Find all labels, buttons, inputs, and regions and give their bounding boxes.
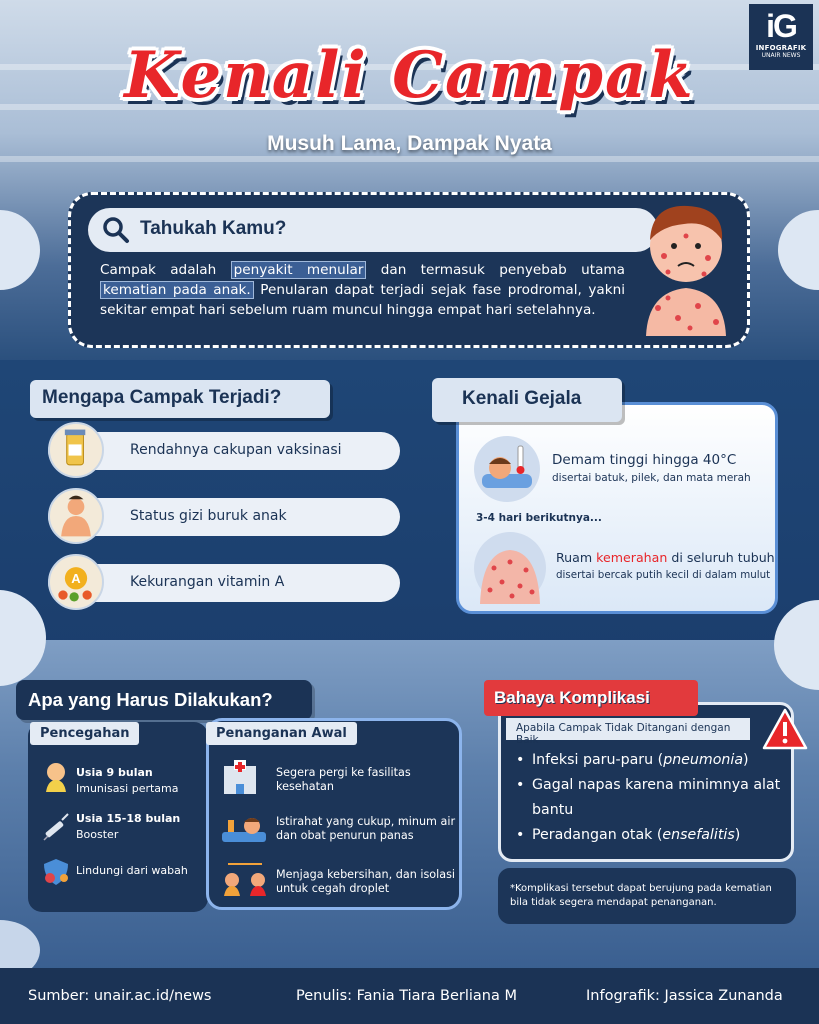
page-subtitle: Musuh Lama, Dampak Nyata	[267, 132, 552, 155]
tahukah-paragraph	[100, 260, 625, 320]
reason-label: Status gizi buruk anak	[130, 508, 287, 524]
distancing-icon	[220, 860, 270, 896]
symptom-rash-detail: disertai bercak putih kecil di dalam mulut	[556, 569, 771, 581]
mengapa-title: Mengapa Campak Terjadi?	[30, 380, 330, 418]
complication-text: Infeksi paru-paru (	[532, 752, 664, 768]
symptom-interval: 3-4 hari berikutnya...	[476, 512, 602, 524]
vaccine-vial-icon	[48, 422, 104, 478]
complication-text: Peradangan otak (	[532, 827, 663, 843]
logo-line1: INFOGRAFIK	[755, 44, 807, 52]
tahukah-text-3: Penularan dapat terjadi sejak fase prodromal, yakni sekitar empat hari sebelum ruam muncul hingga empat hari setelahnya.	[100, 282, 625, 318]
pencegahan-item-bold: Usia 9 bulan	[76, 766, 153, 779]
pencegahan-item-bold: Usia 15-18 bulan	[76, 812, 181, 825]
symptom-rash-red: kemerahan	[596, 550, 668, 565]
highlight-kematian-anak: kematian pada anak.	[100, 281, 254, 299]
penanganan-item: Segera pergi ke fasilitas kesehatan	[276, 766, 411, 793]
resting-child-icon	[220, 814, 268, 846]
logo-mark: iG	[766, 8, 796, 44]
reason-label: Rendahnya cakupan vaksinasi	[130, 442, 342, 458]
penanganan-item: Istirahat yang cukup, minum air dan obat penurun panas	[276, 815, 456, 842]
vitamin-a-icon	[48, 554, 104, 610]
title-wrap	[0, 38, 819, 113]
highlight-penyakit-menular: penyakit menular	[231, 261, 367, 279]
thin-child-icon	[48, 488, 104, 544]
footer	[0, 968, 819, 1024]
rash-body-icon	[474, 532, 546, 604]
tahukah-text-2: dan termasuk penyebab utama	[366, 262, 625, 278]
footer-writer: Penulis: Fania Tiara Berliana M	[296, 988, 517, 1004]
warning-icon	[762, 708, 808, 750]
pencegahan-item-sub: Imunisasi pertama	[76, 782, 179, 795]
bahaya-subtitle: Apabila Campak Tidak Ditangani dengan Baik	[506, 718, 750, 740]
pencegahan-title: Pencegahan	[30, 722, 139, 745]
complication-item	[516, 823, 786, 848]
symptom-rash-a: Ruam	[556, 550, 597, 565]
complication-text: Gagal napas karena minimnya alat bantu	[532, 777, 781, 818]
svg-text:A: A	[71, 570, 81, 586]
reason-label: Kekurangan vitamin A	[130, 574, 285, 590]
symptom-fever-detail: disertai batuk, pilek, dan mata merah	[552, 472, 751, 484]
page-title: Kenali Campak	[124, 38, 695, 113]
bahaya-title: Bahaya Komplikasi	[484, 680, 698, 716]
hospital-icon	[220, 760, 260, 794]
gejala-title: Kenali Gejala	[432, 378, 622, 422]
pencegahan-item-sub: Booster	[76, 828, 119, 841]
complication-item	[516, 773, 786, 823]
fever-child-icon	[474, 436, 540, 502]
footer-source: Sumber: unair.ac.id/news	[28, 988, 212, 1004]
penanganan-title: Penanganan Awal	[206, 722, 357, 745]
complication-term: ensefalitis	[662, 827, 735, 843]
tahukah-text-1: Campak adalah	[100, 262, 231, 278]
syringe-icon	[40, 812, 72, 844]
complication-text: )	[743, 752, 749, 768]
lab-shelf	[0, 156, 819, 162]
virus-shield-icon	[40, 856, 72, 888]
pencegahan-item-sub: Lindungi dari wabah	[76, 864, 188, 877]
complication-term: pneumonia	[663, 752, 744, 768]
logo-line2: UNAIR NEWS	[761, 52, 801, 59]
apa-title: Apa yang Harus Dilakukan?	[16, 680, 312, 720]
search-icon	[102, 216, 130, 244]
symptom-rash-b: di seluruh tubuh	[667, 550, 775, 565]
baby-icon	[40, 760, 72, 792]
sick-boy-icon	[638, 196, 734, 336]
penanganan-item: Menjaga kebersihan, dan isolasi untuk cegah droplet	[276, 868, 456, 895]
tahukah-label: Tahukah Kamu?	[140, 218, 287, 239]
symptom-rash	[556, 550, 775, 565]
complication-item	[516, 748, 786, 773]
footer-designer: Infografik: Jassica Zunanda	[586, 988, 783, 1004]
symptom-fever: Demam tinggi hingga 40°C	[552, 452, 737, 468]
complication-note: *Komplikasi tersebut dapat berujung pada kematian bila tidak segera mendapat penanganan.	[510, 883, 772, 908]
complication-text: )	[734, 827, 741, 843]
complication-list	[516, 748, 786, 848]
